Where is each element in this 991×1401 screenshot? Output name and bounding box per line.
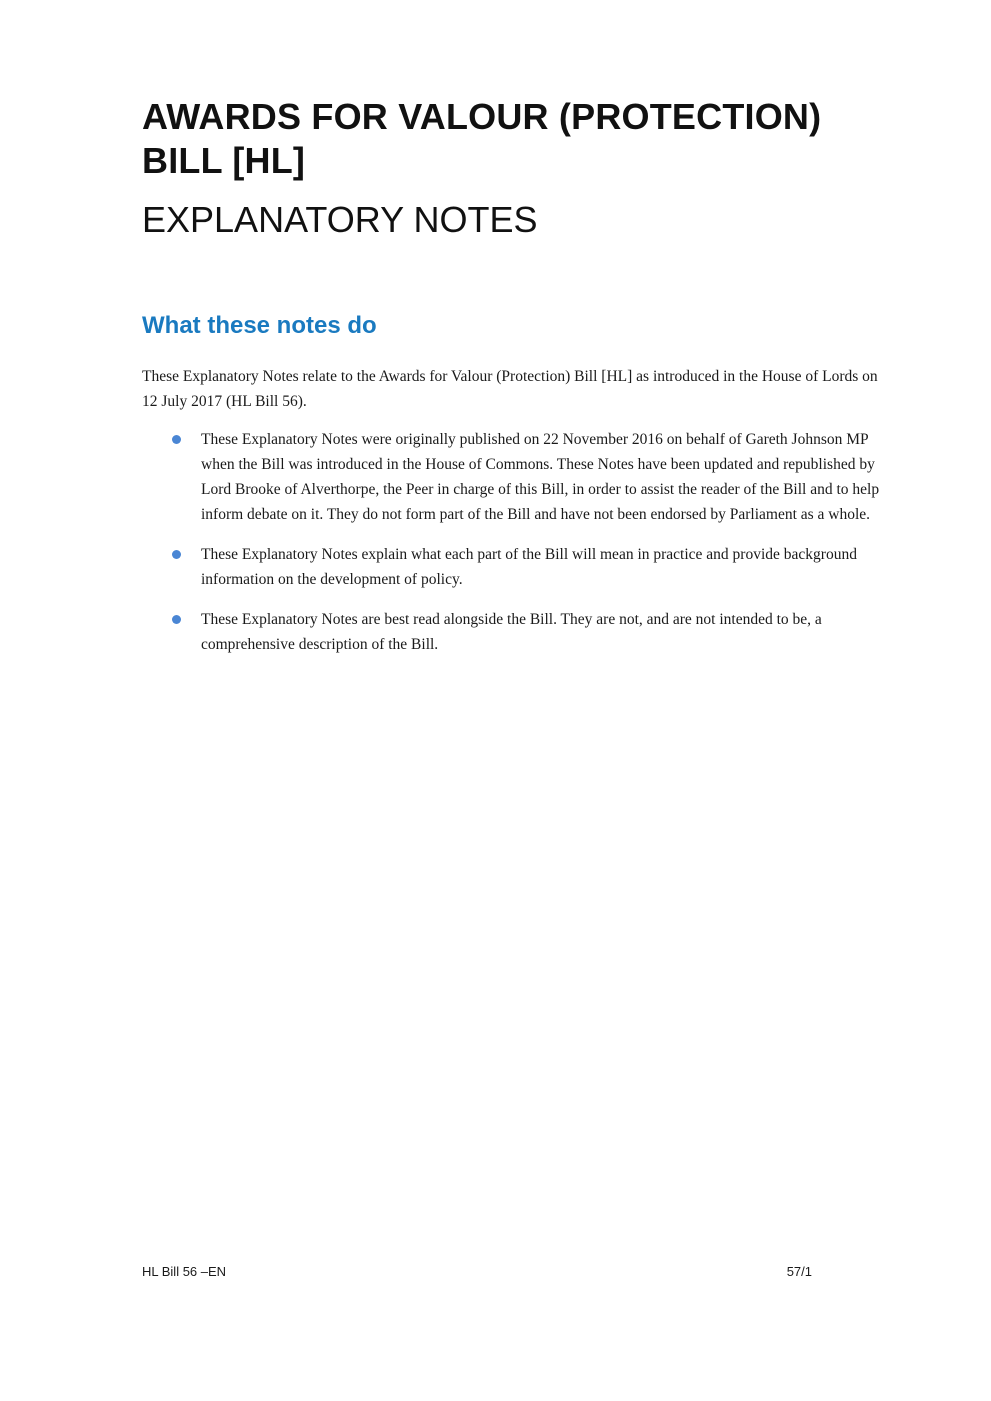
footer-bill-reference: HL Bill 56 –EN [142,1264,227,1279]
list-item [142,542,902,592]
list-item-text: These Explanatory Notes were originally published on 22 November 2016 on behalf of Gareth Johnson MP when the Bill was introduced in the House of Commons. These Notes have been updated and republished by Lord Brooke of Alverthorpe, the Peer in charge of this Bill, in order to assist the reader of the Bill and to help inform debate on it. They do not form part of the Bill and have not been endorsed by Parliament as a whole. [201,431,880,523]
intro-paragraph: These Explanatory Notes relate to the Awards for Valour (Protection) Bill [HL] as introduced in the House of Lords on 12 July 2017 (HL Bill 56). [142,368,878,410]
bullet-dot-icon [172,550,181,559]
section-heading: What these notes do [142,312,377,339]
bullet-dot-icon [172,615,181,624]
footer-page-number: 57/1 [786,1264,812,1279]
document-subtitle: EXPLANATORY NOTES [142,199,538,240]
bullet-dot-icon [172,435,181,444]
list-item-text: These Explanatory Notes are best read alongside the Bill. They are not, and are not intended to be, a comprehensive description of the Bill. [201,611,822,653]
list-item [142,427,902,527]
list-item [142,607,902,657]
bill-title: AWARDS FOR VALOUR (PROTECTION) BILL [HL] [142,96,822,181]
bullet-list [142,427,902,672]
list-item-text: These Explanatory Notes explain what each part of the Bill will mean in practice and provide background information on the development of policy. [201,546,857,588]
